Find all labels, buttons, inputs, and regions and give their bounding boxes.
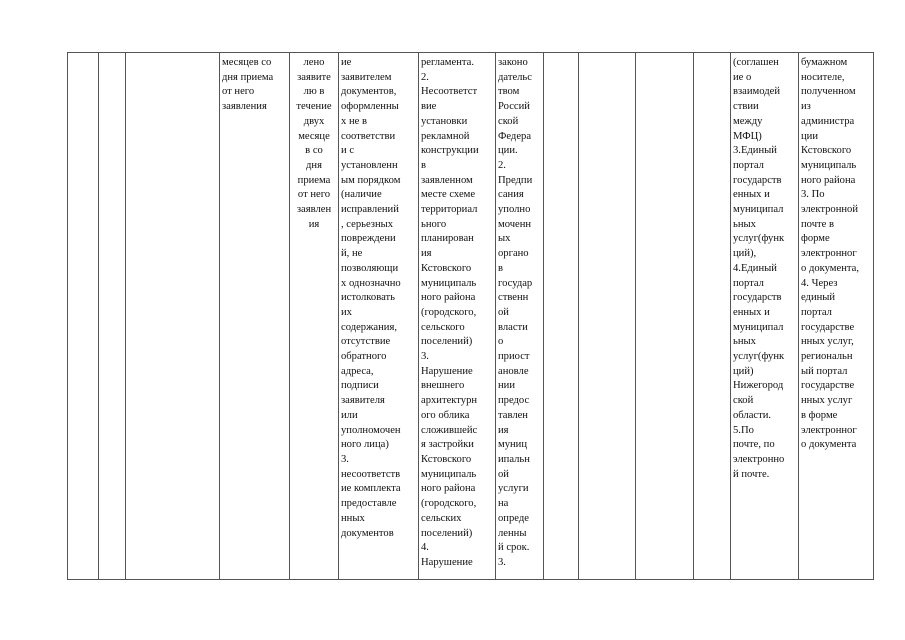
table-row [68,53,874,580]
table-cell-14: бумажном носителе, полученном из администра ции Кстовского муниципаль ного района 3. По электронной почте в форме электронног о документа, 4. Через единый портал государстве нных услуг, региональн ый портал государстве нных услуг в форме электронног о документа [799,53,874,580]
table-cell-8: законо дательс твом Россий ской Федера ции. 2. Предпи сания уполно моченн ых органо в государ ственн ой власти о приост ановле нии предос тавлен ия муниц ипальн ой услуги на опреде ленны й срок. 3. [496,53,544,580]
table-cell-11 [636,53,694,580]
table-cell-13: (соглашен ие о взаимодей ствии между МФЦ) 3.Единый портал государств енных и муниципал ьных услуг(функ ций), 4.Единый портал государств енных и муниципал ьных услуг(функ ций) Нижегород ской области. 5.По почте, по электронно й почте. [731,53,799,580]
table-cell-5: лено заявите лю в течение двух месяце в со дня приема от него заявлен ия [290,53,339,580]
table-cell-2 [99,53,126,580]
table-cell-10 [579,53,636,580]
table-cell-3 [126,53,220,580]
table-cell-7: регламента. 2. Несоответст вие установки рекламной конструкции в заявленном месте схеме территориал ьного планирован ия Кстовского муниципаль ного района (городского, сельского поселений) 3. Нарушение внешнего архитектурн ого облика сложившейс я застройки Кстовского муниципаль ного района (городского, сельских поселений) 4. Нарушение [419,53,496,580]
table-cell-12 [694,53,731,580]
table-cell-6: ие заявителем документов, оформленны х не в соответстви и с установленн ым порядком (наличие исправлений , серьезных повреждени й, не позволяющи х однозначно истолковать их содержания, отсутствие обратного адреса, подписи заявителя или уполномочен ного лица) 3. несоответств ие комплекта предоставле нных документов [339,53,419,580]
table-cell-4: месяцев со дня приема от него заявления [220,53,290,580]
document-table [67,52,874,580]
table-cell-1 [68,53,99,580]
table-cell-9 [544,53,579,580]
